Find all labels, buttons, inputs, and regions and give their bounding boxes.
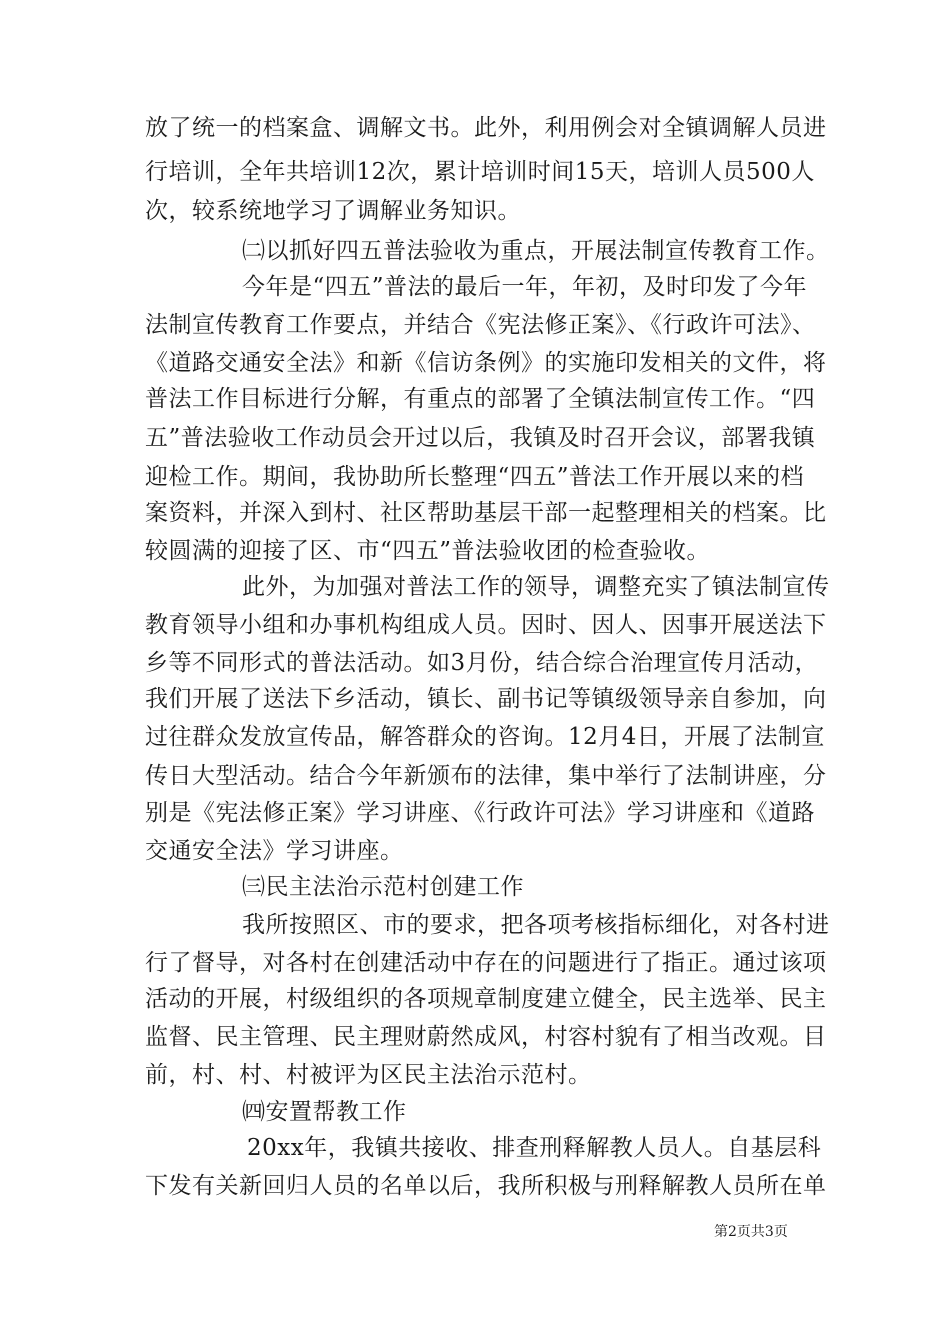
text-line: 过往群众发放宣传品，解答群众的咨询。12月4日，开展了法制宣 — [145, 724, 825, 750]
section-heading: ㈣安置帮教工作 — [242, 1099, 407, 1125]
text-line: 活动的开展，村级组织的各项规章制度建立健全，民主选举、民主 — [145, 986, 827, 1012]
text-line: 行了督导，对各村在创建活动中存在的问题进行了指正。通过该项 — [145, 950, 827, 976]
text-line: 今年是“四五”普法的最后一年，年初，及时印发了今年 — [242, 274, 808, 300]
text-line: 法制宣传教育工作要点，并结合《宪法修正案》、《行政许可法》、 — [145, 312, 816, 338]
text-line: 交通安全法》学习讲座。 — [145, 838, 404, 864]
text-line: 行培训，全年共培训12次，累计培训时间15天，培训人员500人 — [145, 159, 815, 185]
text-line: 下发有关新回归人员的名单以后，我所积极与刑释解教人员所在单 — [145, 1173, 827, 1199]
text-line: 迎检工作。期间，我协助所长整理“四五”普法工作开展以来的档 — [145, 464, 805, 490]
text-line: 《道路交通安全法》和新《信访条例》的实施印发相关的文件，将 — [145, 350, 827, 376]
section-heading: ㈡以抓好四五普法验收为重点，开展法制宣传教育工作。 — [242, 238, 830, 264]
section-heading: ㈢民主法治示范村创建工作 — [242, 874, 524, 900]
text-line: 别是《宪法修正案》学习讲座、《行政许可法》学习讲座和《道路 — [145, 800, 815, 826]
text-line: 次，较系统地学习了调解业务知识。 — [145, 198, 521, 224]
text-line: 我所按照区、市的要求，把各项考核指标细化，对各村进 — [242, 912, 830, 938]
text-line: 五”普法验收工作动员会开过以后，我镇及时召开会议，部署我镇 — [145, 425, 816, 451]
text-line: 监督、民主管理、民主理财蔚然成风，村容村貌有了相当改观。目 — [145, 1024, 827, 1050]
text-line: 普法工作目标进行分解，有重点的部署了全镇法制宣传工作。“四 — [145, 386, 816, 412]
text-line: 此外，为加强对普法工作的领导，调整充实了镇法制宣传 — [242, 574, 830, 600]
page-number-footer: 第2页共3页 — [714, 1224, 788, 1240]
text-line: 我们开展了送法下乡活动，镇长、副书记等镇级领导亲自参加，向 — [145, 686, 827, 712]
text-line: 20xx年，我镇共接收、排查刑释解教人员人。自基层科 — [247, 1135, 822, 1161]
text-line: 较圆满的迎接了区、市“四五”普法验收团的检查验收。 — [145, 538, 711, 564]
text-line: 前，村、村、村被评为区民主法治示范村。 — [145, 1062, 592, 1088]
text-line: 案资料，并深入到村、社区帮助基层干部一起整理相关的档案。比 — [145, 500, 827, 526]
text-line: 传日大型活动。结合今年新颁布的法律，集中举行了法制讲座，分 — [145, 763, 827, 789]
text-line: 教育领导小组和办事机构组成人员。因时、因人、因事开展送法下 — [145, 612, 827, 638]
text-line: 放了统一的档案盒、调解文书。此外，利用例会对全镇调解人员进 — [145, 115, 827, 141]
text-line: 乡等不同形式的普法活动。如3月份，结合综合治理宣传月活动， — [145, 650, 819, 676]
